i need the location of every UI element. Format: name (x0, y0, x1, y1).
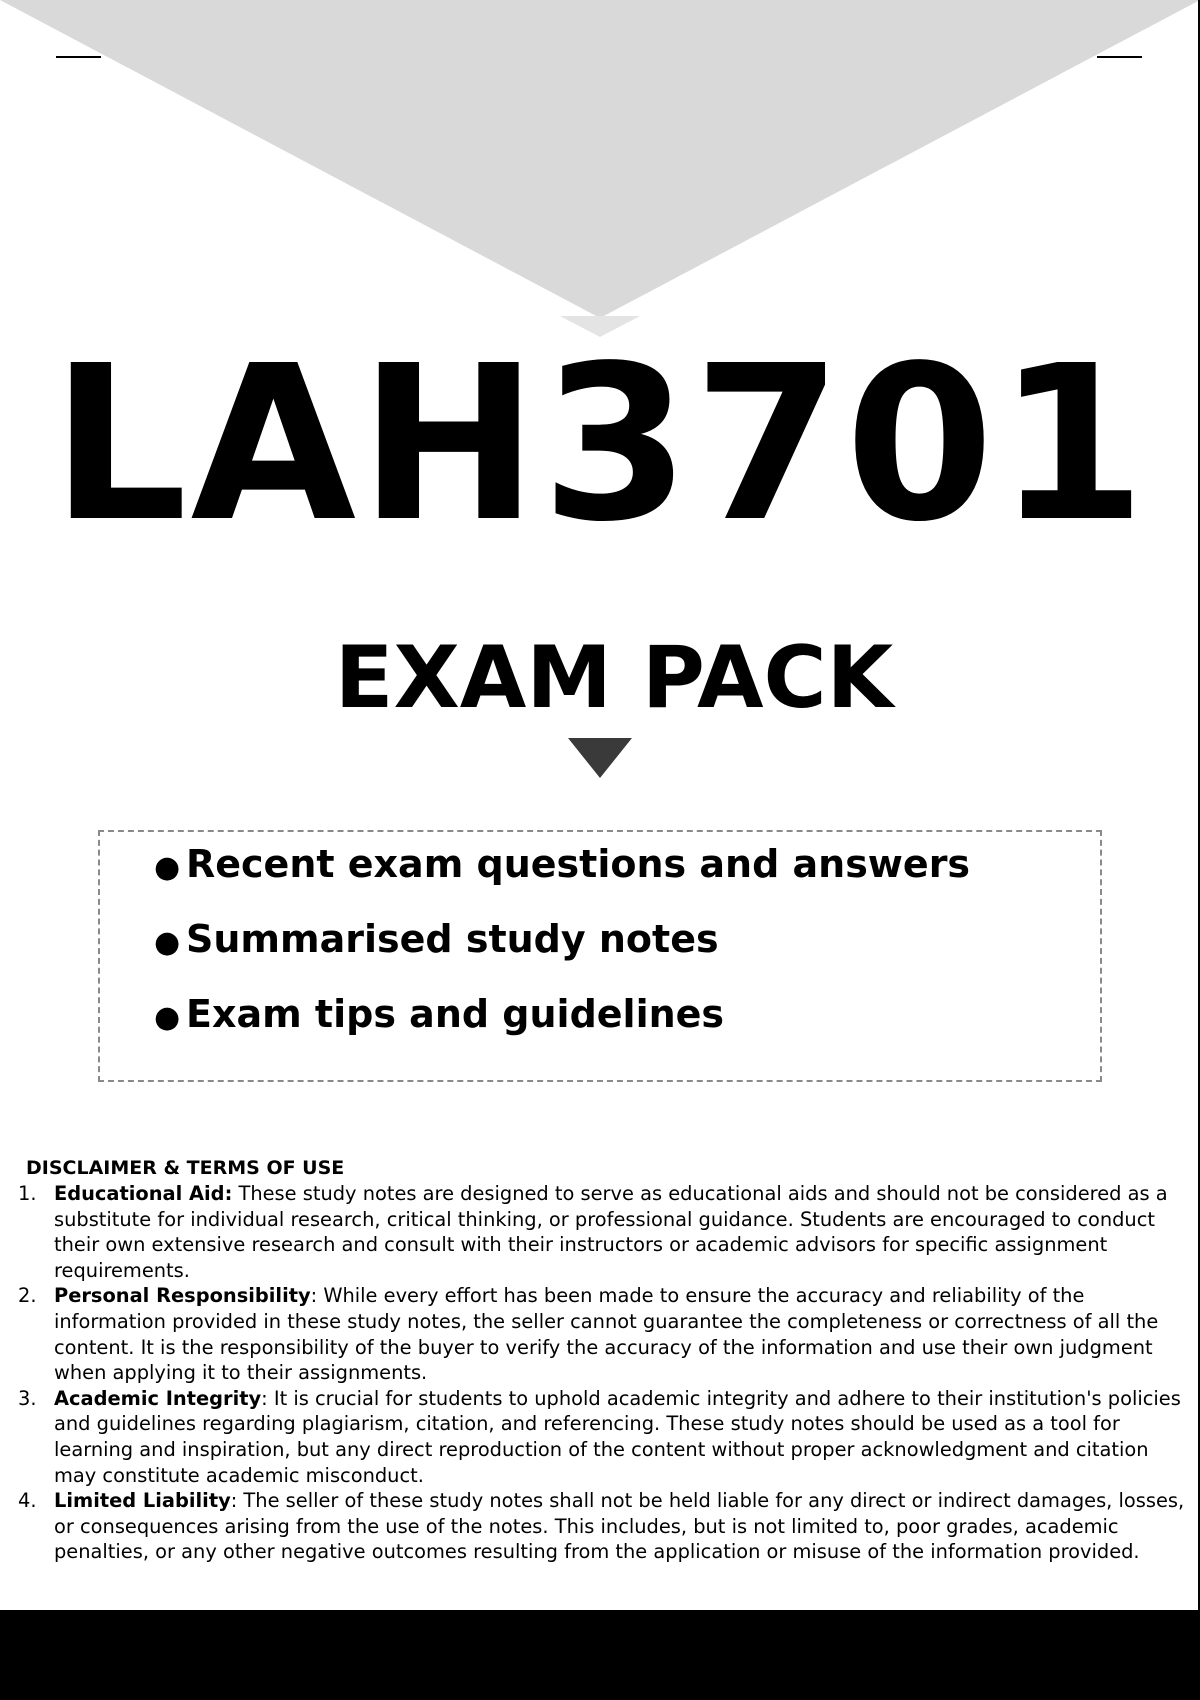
feature-item (154, 917, 719, 965)
feature-label: Exam tips and guidelines (186, 992, 725, 1036)
disclaimer-title: DISCLAIMER & TERMS OF USE (26, 1157, 345, 1179)
term-heading: Personal Responsibility (54, 1284, 311, 1308)
course-code: LAH3701 (51, 320, 1149, 569)
footer-bar (0, 1610, 1200, 1700)
corner-rule-right (1097, 56, 1142, 58)
term-number: 4. (18, 1489, 37, 1513)
term-item (18, 1283, 1193, 1385)
term-text: : The seller of these study notes shall not be held liable for any direct or indirect damages, losses, or consequences arising from the use of the notes. This includes, but is not limited to, poor grades, academic penalties, or any other negative outcomes resulting from the application or misuse of the information provided. (54, 1489, 1185, 1564)
feature-label: Recent exam questions and answers (186, 842, 971, 886)
term-heading: Academic Integrity (54, 1386, 262, 1410)
term-item (18, 1386, 1193, 1488)
term-number: 1. (18, 1182, 37, 1205)
term-item (18, 1488, 1193, 1565)
term-heading: Educational Aid: (54, 1182, 233, 1205)
term-heading: Limited Liability (54, 1489, 231, 1513)
term-number: 3. (18, 1386, 37, 1410)
feature-label: Summarised study notes (186, 917, 719, 961)
pack-title: EXAM PACK (334, 628, 894, 728)
term-number: 2. (18, 1284, 37, 1308)
term-text: : While every effort has been made to ensure the accuracy and reliability of the information provided in these study notes, the seller cannot guarantee the completeness or correctness of all the content. It is the responsibility of the buyer to verify the accuracy of the information and use their own judgment when applying it to their assignments. (54, 1284, 1159, 1385)
feature-item (154, 842, 970, 890)
feature-item (154, 992, 724, 1040)
bullet-icon: ● (154, 1000, 181, 1035)
corner-rule-left (56, 56, 101, 58)
term-text: : It is crucial for students to uphold academic integrity and adhere to their institution's policies and guidelines regarding plagiarism, citation, and referencing. These study notes should be used as a tool for learning and inspiration, but any direct reproduction of the content without proper acknowledgment and citation may constitute academic misconduct. (54, 1386, 1181, 1487)
top-chevron-graphic (0, 0, 1200, 340)
down-arrow-icon (568, 738, 632, 778)
terms-list (18, 1181, 1193, 1565)
bullet-icon: ● (154, 850, 181, 885)
term-text: These study notes are designed to serve as educational aids and should not be considered as a substitute for individual research, critical thinking, or professional guidance. Students are encouraged to conduct their own extensive research and consult with their instructors or academic advisors for specific assignment requirements. (54, 1182, 1168, 1282)
bullet-icon: ● (154, 925, 181, 960)
features-box (98, 830, 1102, 1082)
term-item (18, 1181, 1193, 1283)
